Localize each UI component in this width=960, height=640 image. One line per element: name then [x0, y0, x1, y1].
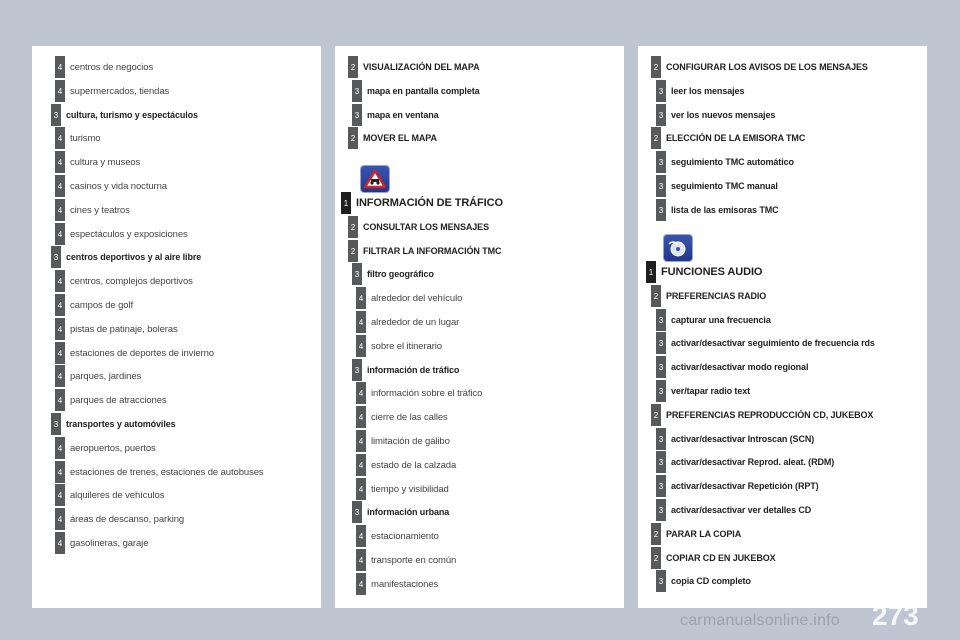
menu-entry-label: PREFERENCIAS RADIO [666, 291, 767, 301]
menu-entry-estacionamiento [356, 525, 439, 547]
menu-entry-label: CONFIGURAR LOS AVISOS DE LOS MENSAJES [666, 62, 868, 72]
menu-entry-label: alrededor del vehículo [371, 292, 463, 304]
level-badge: 4 [55, 127, 65, 149]
menu-entry-consultar-los-mensajes [348, 216, 489, 238]
menu-entry-aeropuertos-puertos [55, 437, 156, 459]
menu-column-3 [638, 46, 927, 608]
menu-entry-label: manifestaciones [371, 578, 439, 590]
menu-entry-label: campos de golf [70, 299, 134, 311]
menu-entry-informacion-urbana [352, 501, 449, 523]
menu-entry-funciones-audio [646, 261, 762, 283]
level-badge: 4 [55, 270, 65, 292]
menu-entry-label: activar/desactivar Repetición (RPT) [671, 481, 819, 491]
menu-entry-seguimiento-tmc-manual [656, 175, 778, 197]
menu-entry-cultura-turismo-y-espectaculos [51, 104, 198, 126]
level-badge: 4 [55, 532, 65, 554]
level-badge: 3 [656, 80, 666, 102]
menu-entry-alrededor-del-vehiculo [356, 287, 462, 309]
menu-entry-transporte-en-comun [356, 549, 456, 571]
level-badge: 2 [348, 56, 358, 78]
menu-entry-label: capturar una frecuencia [671, 315, 771, 325]
menu-entry-label: MOVER EL MAPA [363, 133, 437, 143]
menu-column-1 [32, 46, 321, 608]
level-badge: 4 [356, 478, 366, 500]
menu-entry-label: seguimiento TMC automático [671, 157, 794, 167]
level-badge: 4 [55, 437, 65, 459]
menu-entry-label: centros, complejos deportivos [70, 275, 193, 287]
menu-entry-cierre-de-las-calles [356, 406, 448, 428]
menu-entry-activar-desactivar-modo-regional [656, 356, 808, 378]
menu-entry-estado-de-la-calzada [356, 454, 456, 476]
level-badge: 4 [356, 287, 366, 309]
menu-entry-label: CONSULTAR LOS MENSAJES [363, 222, 489, 232]
level-badge: 4 [55, 175, 65, 197]
level-badge: 3 [656, 104, 666, 126]
menu-entry-label: pistas de patinaje, boleras [70, 323, 178, 335]
menu-entry-sobre-el-itinerario [356, 335, 442, 357]
menu-entry-label: centros deportivos y al aire libre [66, 252, 202, 262]
menu-entry-label: estado de la calzada [371, 459, 457, 471]
level-badge: 2 [348, 127, 358, 149]
menu-entry-estaciones-de-deportes-de-invierno [55, 342, 214, 364]
menu-entry-label: FILTRAR LA INFORMACIÓN TMC [363, 246, 502, 256]
level-badge: 3 [656, 151, 666, 173]
menu-entry-areas-de-descanso-parking [55, 508, 184, 530]
menu-entry-alrededor-de-un-lugar [356, 311, 459, 333]
menu-entry-activar-desactivar-reprod-aleat-rdm [656, 451, 834, 473]
audio-cd-icon [664, 235, 692, 261]
traffic-warning-icon [361, 166, 389, 192]
menu-entry-cines-y-teatros [55, 199, 130, 221]
menu-entry-estaciones-de-trenes-estaciones-de-autob [55, 461, 264, 483]
menu-entry-seguimiento-tmc-automatico [656, 151, 794, 173]
menu-entry-label: alquileres de vehículos [70, 489, 165, 501]
watermark: carmanualsonline.info [680, 612, 840, 629]
level-badge: 3 [656, 451, 666, 473]
level-badge: 3 [51, 104, 61, 126]
level-badge: 4 [55, 80, 65, 102]
level-badge: 4 [55, 484, 65, 506]
level-badge: 3 [51, 413, 61, 435]
level-badge: 3 [656, 199, 666, 221]
menu-entry-label: ELECCIÓN DE LA EMISORA TMC [666, 133, 806, 143]
menu-entry-label: mapa en ventana [367, 110, 439, 120]
menu-entry-mover-el-mapa [348, 127, 437, 149]
menu-entry-label: gasolineras, garaje [70, 537, 149, 549]
menu-entry-informacion-de-trafico [352, 359, 459, 381]
level-badge: 3 [656, 380, 666, 402]
level-badge: 2 [651, 56, 661, 78]
menu-entry-espectaculos-y-exposiciones [55, 223, 188, 245]
menu-entry-label: cultura, turismo y espectáculos [66, 110, 198, 120]
level-badge: 2 [651, 127, 661, 149]
level-badge: 3 [656, 570, 666, 592]
menu-entry-capturar-una-frecuencia [656, 309, 771, 331]
menu-entry-label: activar/desactivar ver detalles CD [671, 505, 812, 515]
level-badge: 4 [356, 382, 366, 404]
menu-entry-label: casinos y vida nocturna [70, 180, 167, 192]
level-badge: 2 [651, 523, 661, 545]
menu-entry-label: ver/tapar radio text [671, 386, 751, 396]
menu-entry-ver-tapar-radio-text [656, 380, 750, 402]
level-badge: 3 [656, 309, 666, 331]
level-badge: 2 [651, 285, 661, 307]
level-badge: 4 [55, 389, 65, 411]
menu-entry-casinos-y-vida-nocturna [55, 175, 167, 197]
menu-entry-gasolineras-garaje [55, 532, 148, 554]
level-badge: 2 [348, 216, 358, 238]
menu-entry-activar-desactivar-introscan-scn [656, 428, 814, 450]
menu-entry-pistas-de-patinaje-boleras [55, 318, 178, 340]
menu-entry-label: seguimiento TMC manual [671, 181, 778, 191]
menu-entry-leer-los-mensajes [656, 80, 744, 102]
menu-entry-label: alrededor de un lugar [371, 316, 460, 328]
menu-entry-tiempo-y-visibilidad [356, 478, 449, 500]
level-badge: 4 [356, 525, 366, 547]
level-badge: 4 [356, 549, 366, 571]
menu-entry-label: PREFERENCIAS REPRODUCCIÓN CD, JUKEBOX [666, 410, 874, 420]
menu-entry-label: PARAR LA COPIA [666, 529, 742, 539]
level-badge: 3 [656, 428, 666, 450]
level-badge: 2 [651, 404, 661, 426]
menu-entry-cultura-y-museos [55, 151, 140, 173]
level-badge: 4 [55, 318, 65, 340]
menu-entry-label: leer los mensajes [671, 86, 745, 96]
level-badge: 1 [646, 261, 656, 283]
level-badge: 4 [55, 294, 65, 316]
menu-entry-label: activar/desactivar seguimiento de frecuencia rds [671, 338, 875, 348]
menu-entry-informacion-de-trafico [341, 192, 503, 214]
menu-entry-label: activar/desactivar Introscan (SCN) [671, 434, 815, 444]
menu-entry-label: supermercados, tiendas [70, 85, 170, 97]
level-badge: 3 [352, 263, 362, 285]
level-badge: 4 [55, 199, 65, 221]
menu-entry-label: FUNCIONES AUDIO [661, 266, 763, 278]
menu-entry-label: aeropuertos, puertos [70, 442, 156, 454]
menu-entry-label: estacionamiento [371, 530, 439, 542]
menu-entry-label: información de tráfico [367, 365, 460, 375]
menu-entry-centros-deportivos-y-al-aire-libre [51, 246, 201, 268]
menu-entry-label: COPIAR CD EN JUKEBOX [666, 553, 776, 563]
menu-entry-label: estaciones de deportes de invierno [70, 347, 214, 359]
menu-entry-label: cierre de las calles [371, 411, 448, 423]
menu-entry-mapa-en-ventana [352, 104, 439, 126]
level-badge: 3 [352, 80, 362, 102]
level-badge: 3 [656, 475, 666, 497]
level-badge: 4 [356, 335, 366, 357]
level-badge: 3 [656, 356, 666, 378]
level-badge: 4 [356, 406, 366, 428]
menu-entry-limitacion-de-galibo [356, 430, 450, 452]
menu-entry-configurar-los-avisos-de-los-mensajes [651, 56, 868, 78]
menu-entry-activar-desactivar-seguimiento-de-frecue [656, 332, 875, 354]
level-badge: 4 [55, 508, 65, 530]
level-badge: 4 [55, 151, 65, 173]
level-badge: 3 [656, 332, 666, 354]
menu-entry-manifestaciones [356, 573, 438, 595]
menu-column-2 [335, 46, 624, 608]
level-badge: 3 [656, 175, 666, 197]
menu-entry-turismo [55, 127, 100, 149]
menu-entry-label: parques de atracciones [70, 394, 167, 406]
menu-entry-preferencias-reproduccion-cd-jukebox [651, 404, 873, 426]
menu-entry-label: lista de las emisoras TMC [671, 205, 779, 215]
menu-entry-label: sobre el itinerario [371, 340, 442, 352]
level-badge: 2 [651, 547, 661, 569]
menu-entry-label: centros de negocios [70, 61, 154, 73]
menu-entry-filtro-geografico [352, 263, 434, 285]
menu-entry-label: filtro geográfico [367, 269, 434, 279]
level-badge: 4 [356, 430, 366, 452]
level-badge: 4 [55, 56, 65, 78]
level-badge: 4 [55, 342, 65, 364]
menu-entry-alquileres-de-vehiculos [55, 484, 164, 506]
level-badge: 4 [356, 311, 366, 333]
menu-entry-campos-de-golf [55, 294, 133, 316]
menu-entry-supermercados-tiendas [55, 80, 169, 102]
menu-entry-copiar-cd-en-jukebox [651, 547, 776, 569]
menu-entry-label: transportes y automóviles [66, 419, 176, 429]
menu-entry-label: turismo [70, 132, 101, 144]
level-badge: 4 [356, 454, 366, 476]
menu-entry-label: copia CD completo [671, 576, 751, 586]
menu-entry-filtrar-la-informacion-tmc [348, 240, 501, 262]
menu-entry-centros-de-negocios [55, 56, 153, 78]
menu-entry-parques-de-atracciones [55, 389, 167, 411]
level-badge: 1 [341, 192, 351, 214]
menu-entry-activar-desactivar-ver-detalles-cd [656, 499, 811, 521]
menu-entry-label: transporte en común [371, 554, 457, 566]
menu-entry-preferencias-radio [651, 285, 766, 307]
level-badge: 3 [656, 499, 666, 521]
level-badge: 4 [55, 365, 65, 387]
menu-entry-centros-complejos-deportivos [55, 270, 193, 292]
level-badge: 4 [356, 573, 366, 595]
menu-entry-informacion-sobre-el-trafico [356, 382, 482, 404]
level-badge: 3 [352, 359, 362, 381]
menu-entry-transportes-y-automoviles [51, 413, 176, 435]
menu-entry-label: información urbana [367, 507, 450, 517]
menu-entry-ver-los-nuevos-mensajes [656, 104, 775, 126]
menu-entry-mapa-en-pantalla-completa [352, 80, 480, 102]
level-badge: 2 [348, 240, 358, 262]
level-badge: 3 [352, 104, 362, 126]
menu-entry-label: limitación de gálibo [371, 435, 450, 447]
menu-entry-label: estaciones de trenes, estaciones de autobuses [70, 466, 264, 478]
menu-entry-parar-la-copia [651, 523, 741, 545]
menu-entry-label: parques, jardines [70, 370, 142, 382]
menu-entry-label: información sobre el tráfico [371, 387, 483, 399]
menu-entry-label: tiempo y visibilidad [371, 483, 449, 495]
level-badge: 4 [55, 461, 65, 483]
level-badge: 3 [51, 246, 61, 268]
menu-entry-label: ver los nuevos mensajes [671, 110, 776, 120]
menu-entry-eleccion-de-la-emisora-tmc [651, 127, 805, 149]
menu-entry-label: mapa en pantalla completa [367, 86, 480, 96]
menu-entry-label: áreas de descanso, parking [70, 513, 185, 525]
level-badge: 4 [55, 223, 65, 245]
menu-entry-label: cines y teatros [70, 204, 130, 216]
menu-entry-label: espectáculos y exposiciones [70, 228, 188, 240]
menu-entry-lista-de-las-emisoras-tmc [656, 199, 779, 221]
menu-entry-label: INFORMACIÓN DE TRÁFICO [356, 197, 503, 209]
menu-entry-label: activar/desactivar Reprod. aleat. (RDM) [671, 457, 835, 467]
page-number: 273 [872, 600, 919, 631]
menu-entry-label: VISUALIZACIÓN DEL MAPA [363, 62, 480, 72]
menu-entry-activar-desactivar-repeticion-rpt [656, 475, 819, 497]
level-badge: 3 [352, 501, 362, 523]
menu-entry-copia-cd-completo [656, 570, 751, 592]
menu-entry-visualizacion-del-mapa [348, 56, 479, 78]
menu-entry-parques-jardines [55, 365, 141, 387]
menu-entry-label: activar/desactivar modo regional [671, 362, 809, 372]
menu-entry-label: cultura y museos [70, 156, 141, 168]
